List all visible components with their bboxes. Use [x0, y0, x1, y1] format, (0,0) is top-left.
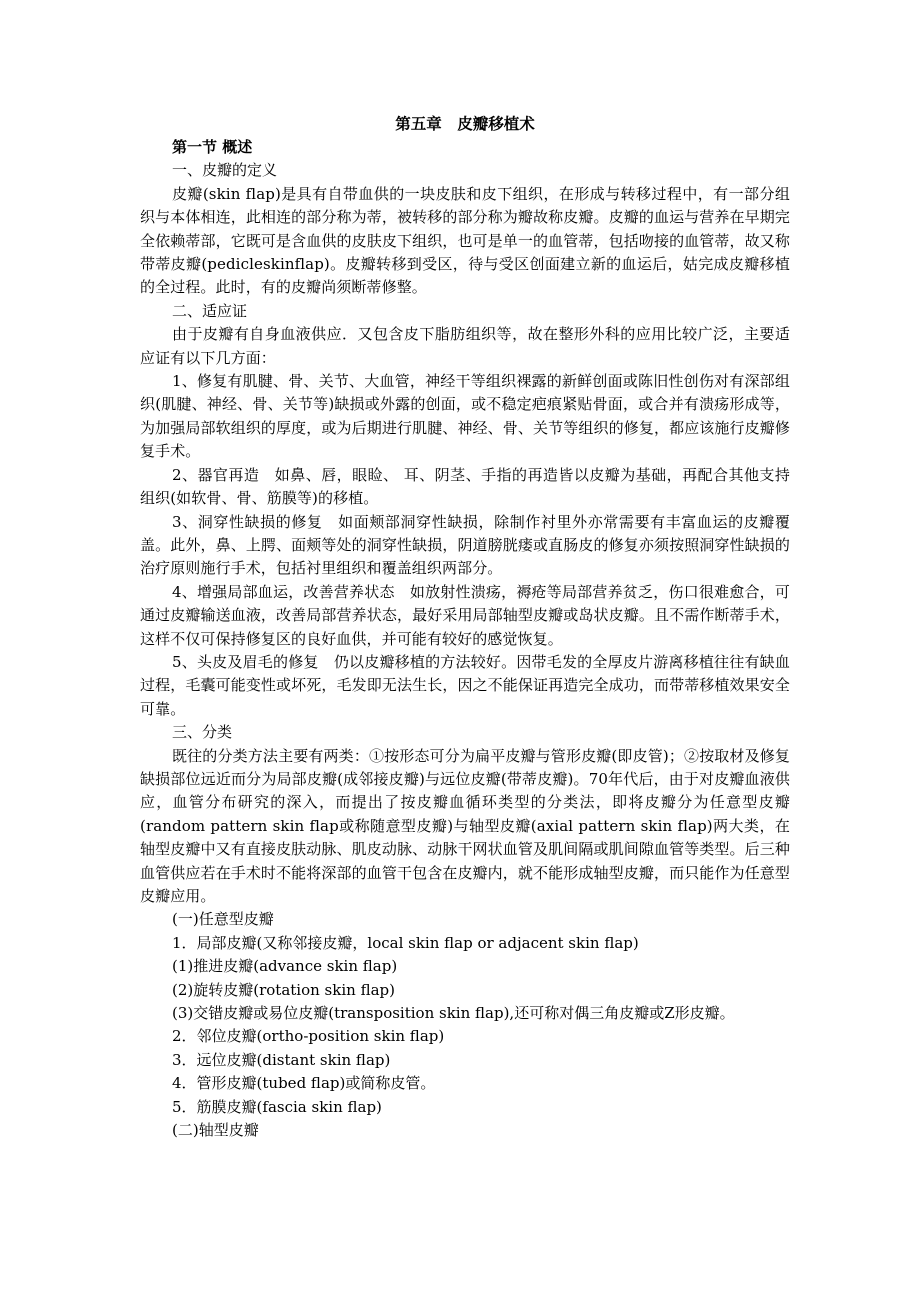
chapter-title: 第五章 皮瓣移植术 — [395, 114, 535, 133]
list-item-local-flap: 1．局部皮瓣(又称邻接皮瓣，local skin flap or adjacent skin flap) — [172, 933, 639, 952]
paragraph-indication-3: 3、洞穿性缺损的修复 如面颊部洞穿性缺损，除制作衬里外亦常需要有丰富血运的皮瓣覆盖。此外，鼻、上腭、面颊等处的洞穿性缺损，阴道膀胱瘘或直肠皮的修复亦须按照洞穿性缺损的治疗原则施行手术，包括衬里组织和覆盖组织两部分。 — [140, 512, 790, 578]
paragraph-indication-2: 2、器官再造 如鼻、唇，眼睑、 耳、阴茎、手指的再造皆以皮瓣为基础，再配合其他支持组织(如软骨、骨、筋膜等)的移植。 — [140, 465, 790, 508]
paragraph-indication-1: 1、修复有肌腱、骨、关节、大血管，神经干等组织裸露的新鲜创面或陈旧性创伤对有深部组织(肌腱、神经、骨、关节等)缺损或外露的创面，或不稳定疤痕紧贴骨面，或合并有溃疡形成等，为加强局部软组织的厚度，或为后期进行肌腱、神经、骨、关节等组织的修复，都应该施行皮瓣修复手术。 — [140, 372, 790, 461]
paragraph-indication-5: 5、头皮及眉毛的修复 仍以皮瓣移植的方法较好。因带毛发的全厚皮片游离移植往往有缺血过程，毛囊可能变性或坏死，毛发即无法生长，因之不能保证再造完全成功，而带蒂移植效果安全可靠。 — [140, 652, 790, 718]
list-item-advance-flap: (1)推进皮瓣(advance skin flap) — [172, 957, 398, 976]
heading-definition: 一、皮瓣的定义 — [172, 161, 278, 180]
paragraph-classification: 既往的分类方法主要有两类：①按形态可分为扁平皮瓣与管形皮瓣(即皮管)；②按取材及修复缺损部位远近而分为局部皮瓣(成邻接皮瓣)与远位皮瓣(带蒂皮瓣)。70年代后，由于对皮瓣血液供应，血管分布研究的深入，而提出了按皮瓣血循环类型的分类法，即将皮瓣分为任意型皮瓣(random pattern skin flap或称随意型皮瓣)与轴型皮瓣(axial pattern skin flap)两大类，在轴型皮瓣中又有直接皮肤动脉、肌皮动脉、动脉干网状血管及肌间隔或肌间隙血管等类型。后三种血管供应若在手术时不能将深部的血管干包含在皮瓣内，就不能形成轴型皮瓣，而只能作为任意型皮瓣应用。 — [140, 746, 790, 905]
heading-classification: 三、分类 — [172, 723, 233, 742]
paragraph-indication-4: 4、增强局部血运，改善营养状态 如放射性溃疡，褥疮等局部营养贫乏，伤口很难愈合，可通过皮瓣输送血液，改善局部营养状态，最好采用局部轴型皮瓣或岛状皮瓣。且不需作断蒂手术，这样不仅可保持修复区的良好血供，并可能有较好的感觉恢复。 — [140, 582, 790, 648]
list-item-ortho-position-flap: 2．邻位皮瓣(ortho-position skin flap) — [172, 1027, 445, 1046]
list-item-tubed-flap: 4．管形皮瓣(tubed flap)或简称皮管。 — [172, 1074, 436, 1093]
paragraph-definition: 皮瓣(skin flap)是具有自带血供的一块皮肤和皮下组织，在形成与转移过程中，有一部分组织与本体相连，此相连的部分称为蒂，被转移的部分称为瓣故称皮瓣。皮瓣的血运与营养在早期完全依赖蒂部，它既可是含血供的皮肤皮下组织，也可是单一的血管蒂，包括吻接的血管蒂，故又称带蒂皮瓣(pedicleskinflap)。皮瓣转移到受区，待与受区创面建立新的血运后，姑完成皮瓣移植的全过程。此时，有的皮瓣尚须断蒂修整。 — [140, 184, 790, 297]
list-item-fascia-flap: 5．筋膜皮瓣(fascia skin flap) — [172, 1097, 382, 1116]
list-item-axial-flap: (二)轴型皮瓣 — [172, 1121, 259, 1140]
list-item-distant-flap: 3．远位皮瓣(distant skin flap) — [172, 1050, 391, 1069]
list-item-rotation-flap: (2)旋转皮瓣(rotation skin flap) — [172, 980, 395, 999]
paragraph-indications-intro: 由于皮瓣有自身血液供应．又包含皮下脂肪组织等，故在整形外科的应用比较广泛，主要适应证有以下几方面： — [140, 325, 790, 367]
section-title: 第一节 概述 — [172, 138, 253, 156]
list-item-transposition-flap: (3)交错皮瓣或易位皮瓣(transposition skin flap),还可称对偶三角皮瓣或Z形皮瓣。 — [172, 1004, 735, 1023]
list-item-random-flap: (一)任意型皮瓣 — [172, 910, 274, 929]
heading-indications: 二、适应证 — [172, 301, 248, 320]
document-page — [140, 112, 790, 1142]
